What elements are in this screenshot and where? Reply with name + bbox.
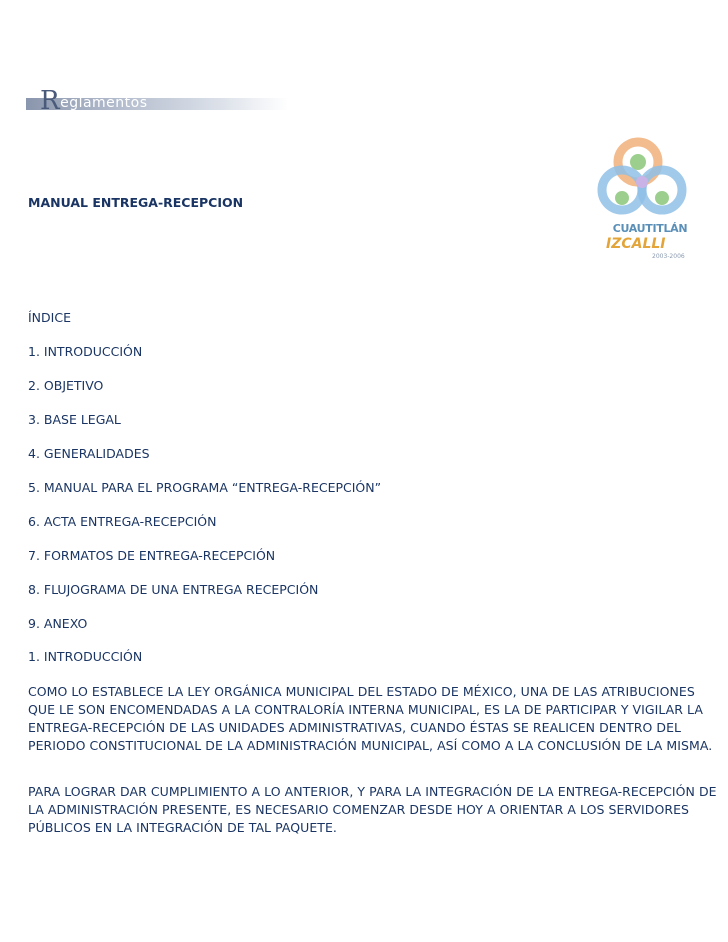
toc-item: 1. INTRODUCCIÓN [28, 344, 143, 359]
logo-name-line1: CUAUTITLÁN [612, 222, 688, 235]
banner-initial: R [40, 86, 61, 116]
toc-item: 7. FORMATOS DE ENTREGA-RECEPCIÓN [28, 548, 276, 563]
introduction-paragraph-2: PARA LOGRAR DAR CUMPLIMIENTO A LO ANTERIOR, Y PARA LA INTEGRACIÓN DE LA ENTREGA-RECEPCIÓN DE LA ADMINISTRACIÓN PRESENTE, ES NECESARIO COMENZAR DESDE HOY A ORIENTAR A LOS SERVIDORES PÚBLICOS EN LA INTEGRACIÓN DE TAL PAQUETE. [28, 784, 717, 835]
banner-title [40, 88, 148, 114]
section-heading-introduccion: 1. INTRODUCCIÓN [28, 649, 143, 664]
introduction-paragraph-1: COMO LO ESTABLECE LA LEY ORGÁNICA MUNICIPAL DEL ESTADO DE MÉXICO, UNA DE LAS ATRIBUCIONES QUE LE SON ENCOMENDADAS A LA CONTRALORÍA INTERNA MUNICIPAL, ES LA DE PARTICIPAR Y VIGILAR LA ENTREGA-RECEPCIÓN DE LAS UNIDADES ADMINISTRATIVAS, CUANDO ÉSTAS SE REALICEN DENTRO DEL PERIODO CONSTITUCIONAL DE LA ADMINISTRACIÓN MUNICIPAL, ASÍ COMO A LA CONCLUSIÓN DE LA MISMA. [28, 684, 713, 753]
municipality-logo [592, 136, 702, 268]
toc-item: 6. ACTA ENTREGA-RECEPCIÓN [28, 514, 217, 529]
table-of-contents [28, 309, 718, 649]
toc-heading: ÍNDICE [28, 310, 71, 325]
toc-item: 8. FLUJOGRAMA DE UNA ENTREGA RECEPCIÓN [28, 582, 319, 597]
toc-item: 3. BASE LEGAL [28, 412, 121, 427]
toc-item: 9. ANEXO [28, 616, 88, 631]
toc-item: 2. OBJETIVO [28, 378, 104, 393]
banner-rest: eglamentos [60, 95, 148, 111]
reglamentos-banner [26, 88, 288, 114]
logo-name-line2: IZCALLI [606, 236, 666, 252]
logo-years: 2003-2006 [652, 253, 685, 260]
toc-item: 4. GENERALIDADES [28, 446, 150, 461]
toc-item: 5. MANUAL PARA EL PROGRAMA “ENTREGA-RECEPCIÓN” [28, 480, 382, 495]
document-title: MANUAL ENTREGA-RECEPCION [28, 195, 244, 210]
